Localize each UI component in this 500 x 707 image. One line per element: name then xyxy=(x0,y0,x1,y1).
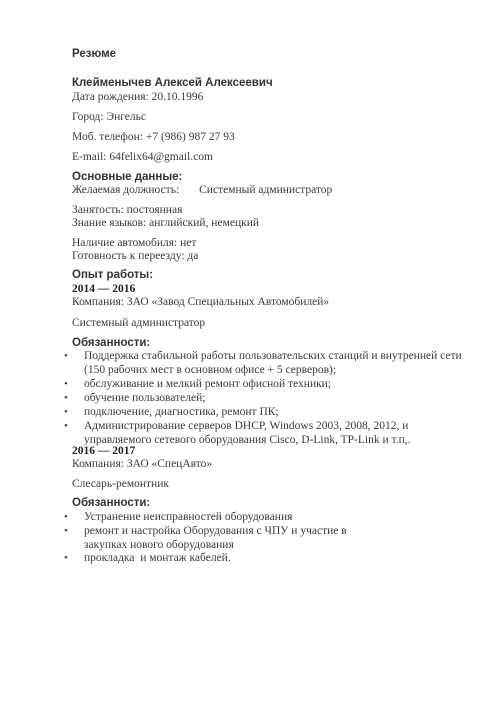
bullet-icon: • xyxy=(64,378,68,390)
birth-date: Дата рождения: 20.10.1996 xyxy=(72,91,204,103)
bullet-icon: • xyxy=(64,420,68,432)
list-item xyxy=(64,349,464,377)
duty-text: обслуживание и мелкий ремонт офисной техники; xyxy=(84,378,332,390)
job-1-role: Системный администратор xyxy=(72,317,206,329)
relocation-readiness: Готовность к переезду: да xyxy=(72,250,199,262)
desired-position-label: Желаемая должность: xyxy=(72,184,180,196)
bullet-icon: • xyxy=(64,392,68,404)
bullet-icon: • xyxy=(64,525,68,537)
car-availability: Наличие автомобиля: нет xyxy=(72,237,197,249)
job-2-period: 2016 — 2017 xyxy=(72,445,136,457)
duty-text: обучение пользователей; xyxy=(84,392,206,404)
list-item xyxy=(64,510,464,524)
list-item xyxy=(64,391,464,405)
job-2-duties-heading: Обязанности: xyxy=(72,497,151,509)
list-item xyxy=(64,419,464,447)
mobile-phone: Моб. телефон: +7 (986) 987 27 93 xyxy=(72,131,235,143)
list-item xyxy=(64,377,464,391)
person-name: Клейменычев Алексей Алексеевич xyxy=(72,77,273,89)
languages: Знание языков: английский, немецкий xyxy=(72,217,259,229)
basic-data-heading: Основные данные: xyxy=(72,171,183,183)
list-item xyxy=(64,524,464,552)
duty-text: Администрирование серверов DHCP, Windows 2003, 2008, 2012, и управляемого сетевого оборудования Cisco, D-Link, TP-Link и т.п,. xyxy=(84,420,411,446)
job-2-company: Компания: ЗАО «СпецАвто» xyxy=(72,458,213,470)
city: Город: Энгельс xyxy=(72,111,146,123)
bullet-icon: • xyxy=(64,511,68,523)
employment: Занятость: постоянная xyxy=(72,204,183,216)
job-1-company: Компания: ЗАО «Завод Специальных Автомобилей» xyxy=(72,296,330,308)
duty-text: ремонт и настройка Оборудования с ЧПУ и участие в закупках нового оборудования xyxy=(84,525,347,551)
desired-position-value: Системный администратор xyxy=(199,184,333,196)
list-item xyxy=(64,405,464,419)
job-1-duties-heading: Обязанности: xyxy=(72,337,151,349)
duty-text: Устранение неисправностей оборудования xyxy=(84,511,293,523)
job-1-period: 2014 — 2016 xyxy=(72,283,136,295)
resume-title: Резюме xyxy=(72,48,117,60)
desired-position xyxy=(72,183,332,197)
bullet-icon: • xyxy=(64,552,68,564)
bullet-icon: • xyxy=(64,406,68,418)
list-item xyxy=(64,551,464,565)
bullet-icon: • xyxy=(64,350,68,362)
email: E-mail: 64felix64@gmail.com xyxy=(72,151,213,163)
work-experience-heading: Опыт работы: xyxy=(72,269,154,281)
job-2-role: Слесарь-ремонтник xyxy=(72,478,169,490)
duty-text: подключение, диагностика, ремонт ПК; xyxy=(84,406,279,418)
duty-text: Поддержка стабильной работы пользовательских станций и внутренней сети (150 рабочих мест в основном офисе + 5 серверов); xyxy=(84,350,462,376)
duty-text: прокладка и монтаж кабелей. xyxy=(84,552,231,564)
